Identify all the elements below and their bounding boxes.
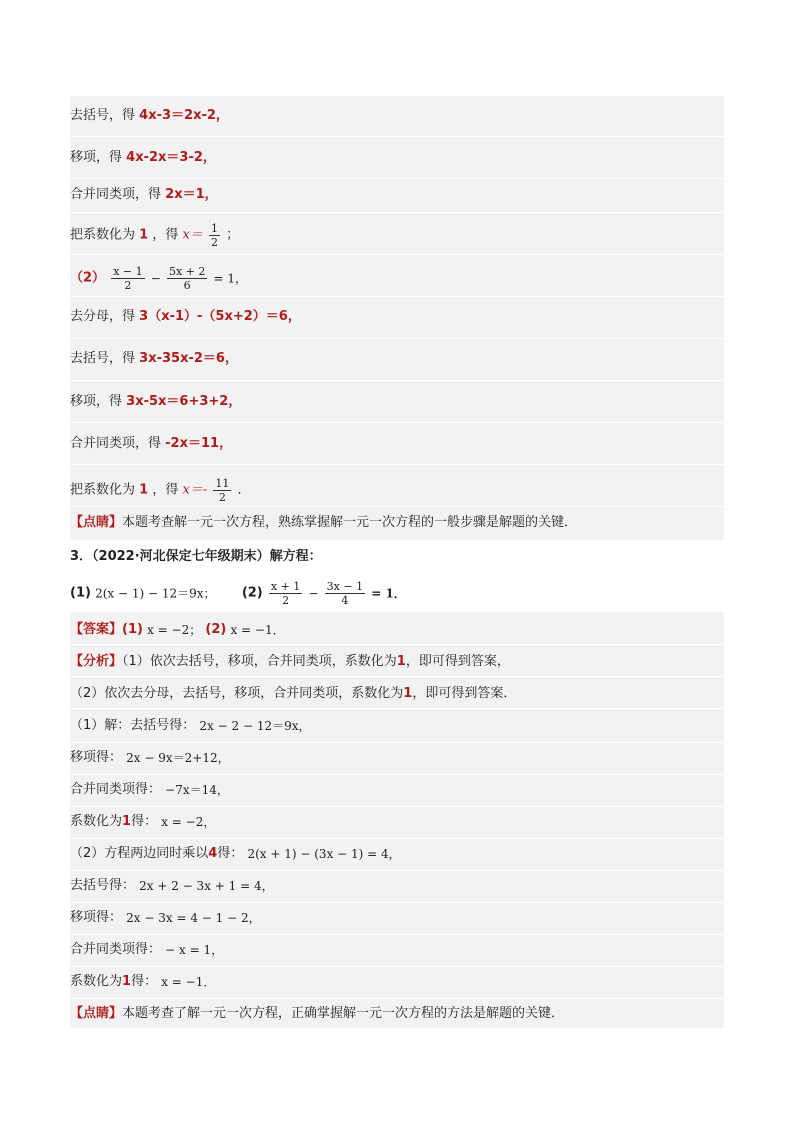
step-text: （1）解：去括号得： [70,718,196,733]
part-label: (2) [205,622,227,637]
step-math: −7x＝14， [165,783,229,797]
row-divider [70,254,724,255]
analysis-text: （1）依次去括号，移项，合并同类项，系数化为 [122,654,397,669]
comment-text: 本题考查解一元一次方程，熟练掌握解一元一次方程的一般步骤是解题的关键． [122,515,578,530]
step-line [70,393,724,412]
comment-text: 本题考查了解一元一次方程，正确掌握解一元一次方程的方法是解题的关键． [122,1006,565,1021]
answer-tag: 【答案】 [70,622,123,637]
fraction-numerator: x − 1 [113,265,143,278]
operator: − [150,271,161,286]
step-end: ． [237,482,251,498]
fraction-denominator: 2 [218,491,226,504]
step-num: 1 [139,482,149,498]
row-divider [70,742,724,743]
fraction-numerator: 1 [210,222,218,235]
step-line [70,308,724,327]
row-divider [70,902,724,903]
question-parts [70,580,724,607]
step-text: 合并同类项得： [70,942,162,957]
step-math: x = −1． [161,975,216,989]
step-line [70,149,724,168]
step-num: 1 [396,654,406,669]
question-title: 3．（2022·河北保定七年级期末）解方程： [70,549,322,564]
step-text: （2）方程两边同时乘以 [70,846,209,861]
step-math: 2x + 2 − 3x + 1 = 4， [139,879,274,893]
step-math: 2x − 3x = 4 − 1 − 2， [126,911,261,925]
fraction [213,477,231,504]
step-line [70,909,724,928]
step-text: 得： [217,846,244,861]
comment-line [70,1005,724,1024]
step-math: x＝- [182,482,208,498]
step-text: 把系数化为 [70,227,136,243]
row-divider [70,464,724,465]
fraction-denominator: 6 [183,279,191,292]
row-divider [70,966,724,967]
operator: − [308,586,319,601]
step-math: − x = 1， [165,943,224,957]
fraction-denominator: 4 [341,594,349,607]
step-line [70,781,724,800]
step-text: 去括号，得 [70,108,136,123]
step-math: 3x-35x-2＝6， [139,351,238,366]
step-text: ，得 [152,227,179,243]
analysis-text: ，即可得到答案， [405,654,510,669]
fraction [325,580,365,607]
fraction [209,222,220,249]
part-label: (2) [241,585,263,601]
row-divider [70,774,724,775]
step-line [70,813,724,832]
row-divider [70,338,724,339]
step-text: 移项，得 [70,150,123,165]
step-line [70,435,724,454]
row-divider [70,212,724,213]
fraction-denominator: 2 [124,279,132,292]
equation-rhs: = 1， [213,271,248,286]
step-math: 2x − 2 − 12＝9x， [199,719,311,733]
step-line [70,717,724,736]
step-text: 移项得： [70,750,123,765]
fraction [167,265,207,292]
step-math: 2x＝1， [165,187,218,202]
step-text: 合并同类项，得 [70,436,162,451]
comment-tag: 【点睛】 [70,1006,123,1021]
step-text: 得： [131,814,158,829]
row-divider [70,708,724,709]
step-line [70,749,724,768]
step-math: -2x＝11， [165,436,233,451]
step-text: 移项，得 [70,394,123,409]
step-line [70,477,724,504]
step-num: 1 [403,686,413,701]
step-text: 去括号，得 [70,351,136,366]
equation-rhs: = 1． [371,586,406,601]
step-line [70,350,724,369]
step-line [70,845,724,864]
analysis-line [70,685,724,704]
row-divider [70,422,724,423]
step-math: 3x-5x＝6+3+2， [126,394,242,409]
step-line [70,973,724,992]
row-divider [70,806,724,807]
step-text: 把系数化为 [70,482,136,498]
fraction-denominator: 2 [210,236,218,249]
fraction-numerator: 5x + 2 [168,265,206,278]
step-line [70,265,724,292]
analysis-text: ，即可得到答案． [412,686,517,701]
answer-math: x = −1． [230,623,285,637]
row-divider [70,934,724,935]
analysis-line [70,653,724,672]
equation: 2(x − 1) − 12＝9x； [95,586,216,601]
row-divider [70,178,724,179]
analysis-text: （2）依次去分母，去括号，移项，合并同类项，系数化为 [70,686,404,701]
step-line [70,222,724,249]
step-text: 合并同类项得： [70,782,162,797]
row-divider [70,644,724,645]
answer-math: x = −2； [147,623,202,637]
step-math: 4x-3＝2x-2， [139,108,229,123]
fraction [269,580,302,607]
row-divider [70,676,724,677]
step-text: 系数化为 [70,974,123,989]
analysis-tag: 【分析】 [70,654,123,669]
step-text: 去分母，得 [70,309,136,324]
step-end: ； [226,227,240,243]
comment-tag: 【点睛】 [70,515,123,530]
row-divider [70,506,724,507]
question-header [70,548,724,567]
step-math: 2(x + 1) − (3x − 1) = 4， [247,847,401,861]
step-math: x = −2， [161,815,216,829]
answer-line [70,621,724,640]
fraction-numerator: 11 [215,477,230,490]
step-num: 1 [139,227,149,243]
row-divider [70,296,724,297]
part-label: (1) [70,585,91,601]
part-label: （2） [70,270,106,286]
step-text: 移项得： [70,910,123,925]
step-text: 得： [131,974,158,989]
fraction-numerator: x + 1 [270,580,301,593]
step-text: ，得 [152,482,179,498]
fraction [111,265,144,292]
fraction-denominator: 2 [282,594,290,607]
step-text: 去括号得： [70,878,136,893]
step-num: 1 [122,814,132,829]
step-text: 系数化为 [70,814,123,829]
step-line [70,941,724,960]
row-divider [70,136,724,137]
step-math: x＝ [182,227,203,243]
row-divider [70,998,724,999]
row-divider [70,870,724,871]
part-label: (1) [122,622,143,637]
step-num: 1 [122,974,132,989]
fraction-numerator: 3x − 1 [326,580,364,593]
step-line [70,877,724,896]
step-line [70,107,724,126]
step-text: 合并同类项，得 [70,187,162,202]
row-divider [70,838,724,839]
step-num: 4 [208,846,218,861]
row-divider [70,380,724,381]
step-line [70,186,724,205]
step-math: 4x-2x＝3-2， [126,150,216,165]
step-math: 3（x-1）-（5x+2）＝6， [139,309,301,324]
step-math: 2x − 9x＝2+12， [126,751,230,765]
comment-line [70,514,724,533]
